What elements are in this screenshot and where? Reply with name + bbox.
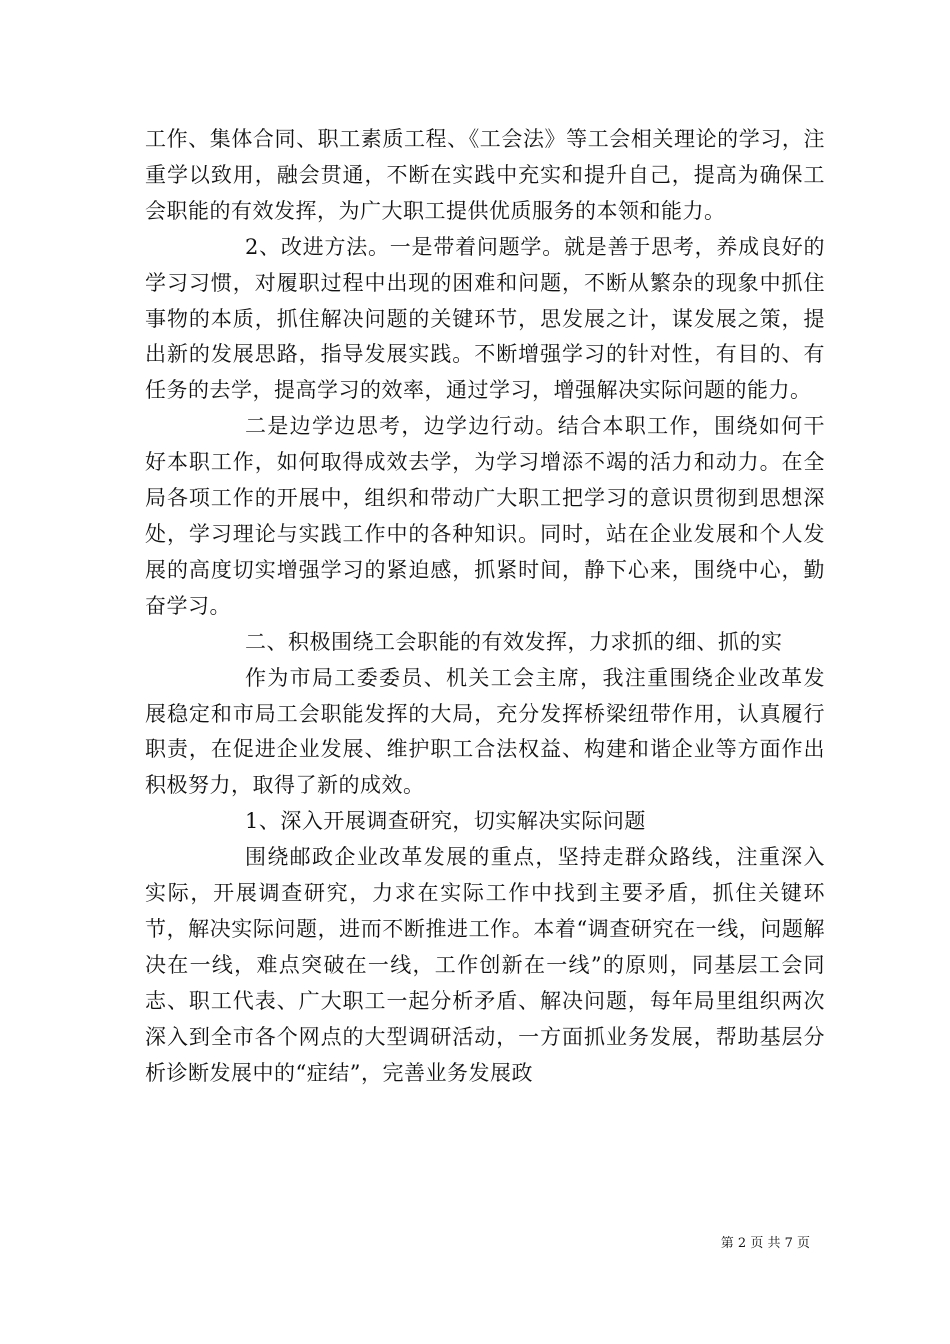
subheading-1: 1、深入开展调查研究，切实解决实际问题 <box>245 809 646 834</box>
paragraph-3: 二是边学边思考，边学边行动。结合本职工作，围绕如何干好本职工作，如何取得成效去学，为学习增添不竭的活力和动力。在全局各项工作的开展中，组织和带动广大职工把学习的意识贯彻到思想深处，学习理论与实践工作中的各种知识。同时，站在企业发展和个人发展的高度切实增强学习的紧迫感，抓紧时间，静下心来，围绕中心，勤奋学习。 <box>145 414 825 618</box>
section-heading-2: 二、积极围绕工会职能的有效发挥，力求抓的细、抓的实 <box>245 629 783 654</box>
paragraph-4: 作为市局工委委员、机关工会主席，我注重围绕企业改革发展稳定和市局工会职能发挥的大局，充分发挥桥梁纽带作用，认真履行职责，在促进企业发展、维护职工合法权益、构建和谐企业等方面作出积极努力，取得了新的成效。 <box>145 665 825 798</box>
paragraph-1: 工作、集体合同、职工素质工程、《工会法》等工会相关理论的学习，注重学以致用，融会贯通，不断在实践中充实和提升自己，提高为确保工会职能的有效发挥，为广大职工提供优质服务的本领和能力。 <box>145 127 825 223</box>
paragraph-5: 围绕邮政企业改革发展的重点，坚持走群众路线，注重深入实际，开展调查研究，力求在实际工作中找到主要矛盾，抓住关键环节，解决实际问题，进而不断推进工作。本着“调查研究在一线，问题解决在一线，难点突破在一线，工作创新在一线”的原则，同基层工会同志、职工代表、广大职工一起分析矛盾、解决问题，每年局里组织两次深入到全市各个网点的大型调研活动，一方面抓业务发展，帮助基层分析诊断发展中的“症结”，完善业务发展政 <box>145 845 825 1085</box>
body-text <box>145 122 825 1091</box>
page-number-footer: 第 2 页 共 7 页 <box>720 1236 810 1251</box>
paragraph-2: 2、改进方法。一是带着问题学。就是善于思考，养成良好的学习习惯，对履职过程中出现的困难和问题，不断从繁杂的现象中抓住事物的本质，抓住解决问题的关键环节，思发展之计，谋发展之策，提出新的发展思路，指导发展实践。不断增强学习的针对性，有目的、有任务的去学，提高学习的效率，通过学习，增强解决实际问题的能力。 <box>145 234 825 403</box>
